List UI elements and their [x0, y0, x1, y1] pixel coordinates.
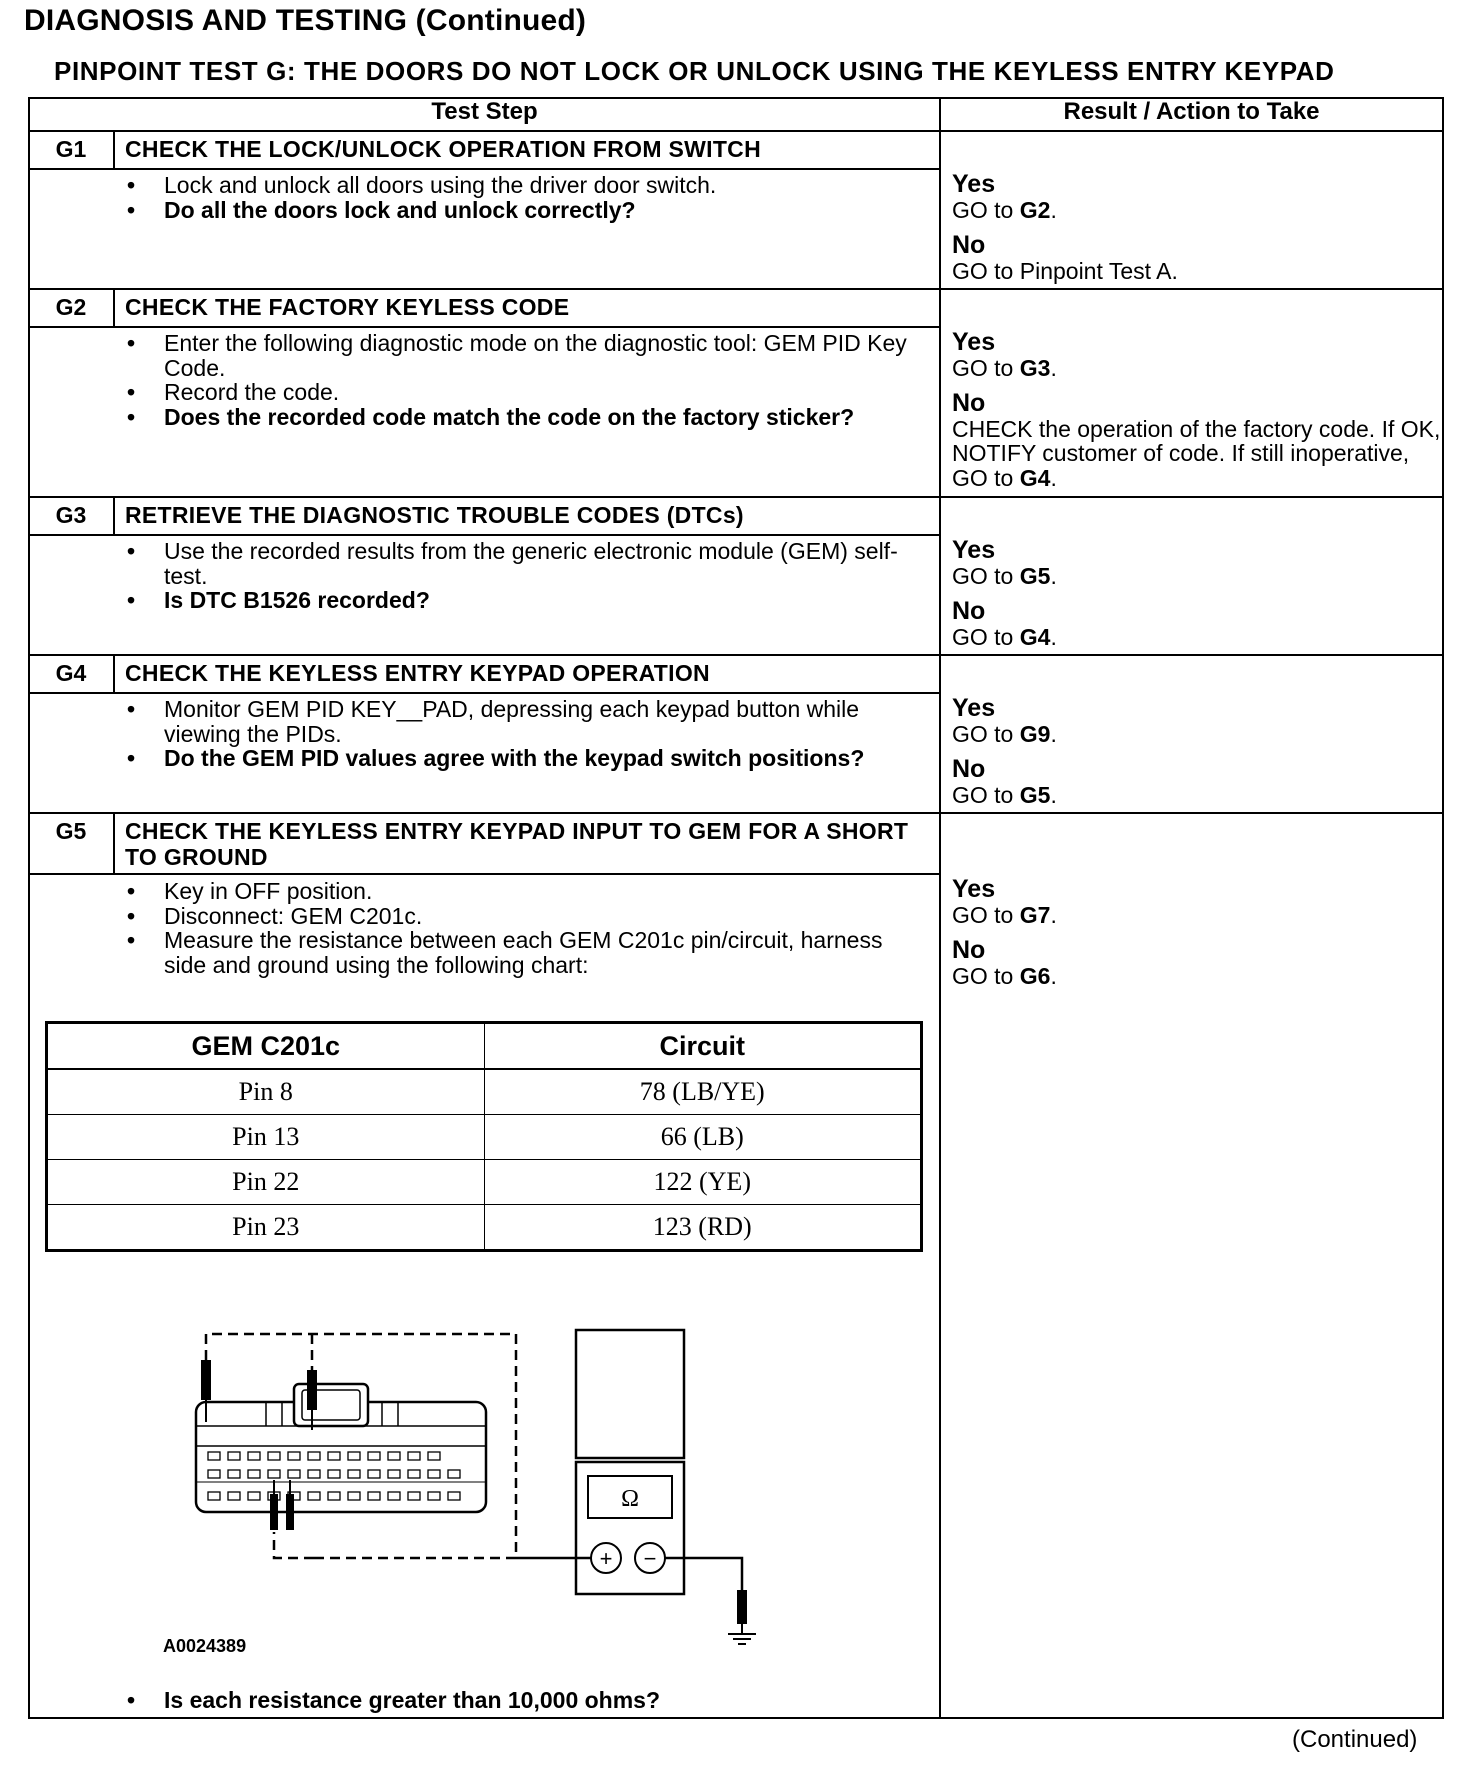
step-title-rule	[28, 692, 939, 694]
step-g5-instructions	[120, 879, 910, 977]
step-title-rule	[28, 326, 939, 328]
step-title-rule	[28, 873, 939, 875]
ground-icon	[728, 1624, 756, 1644]
result-yes-label: Yes	[952, 875, 996, 903]
result-yes-action: GO to G5.	[952, 563, 1057, 589]
result-yes-action: GO to G9.	[952, 721, 1057, 747]
table-header-cell: Circuit	[484, 1023, 922, 1070]
table-cell: Pin 23	[47, 1205, 485, 1251]
result-no-action: GO to Pinpoint Test A.	[952, 257, 1178, 284]
table-cell: 66 (LB)	[484, 1115, 922, 1160]
result-no-action: CHECK the operation of the factory code. If OK, NOTIFY customer of code. If still inoperative, GO to G4.	[952, 415, 1441, 491]
column-header-result: Result / Action to Take	[1063, 98, 1320, 125]
probe-dashed-path	[274, 1532, 314, 1558]
list-item: • Key in OFF position.	[120, 879, 910, 904]
result-yes-label: Yes	[952, 694, 996, 722]
step-g2-result	[952, 329, 1442, 490]
result-no-label: No	[952, 230, 986, 259]
table-cell: 122 (YE)	[484, 1160, 922, 1205]
gem-c201c-connector	[196, 1384, 486, 1512]
step-id-g2: G2	[55, 294, 87, 320]
result-no-label: No	[952, 596, 986, 625]
result-no-action: GO to G4.	[952, 623, 1057, 650]
table-header-cell: GEM C201c	[47, 1023, 485, 1070]
step-separator	[28, 496, 1444, 498]
header-rule	[28, 130, 1444, 132]
step-title-rule	[28, 534, 939, 536]
step-id-g1: G1	[55, 136, 87, 162]
step-g1-result	[952, 171, 1442, 283]
table-header-row	[47, 1023, 922, 1070]
step-title-g4: CHECK THE KEYLESS ENTRY KEYPAD OPERATION	[125, 660, 710, 686]
step-g4-instructions	[120, 697, 910, 771]
list-item: • Use the recorded results from the generic electronic module (GEM) self-test.	[120, 539, 910, 588]
list-item: • Record the code.	[120, 380, 910, 405]
table-cell: Pin 13	[47, 1115, 485, 1160]
step-title-g3: RETRIEVE THE DIAGNOSTIC TROUBLE CODES (DTCs)	[125, 502, 744, 528]
plus-icon: +	[599, 1546, 613, 1571]
step-g1-instructions	[120, 173, 910, 222]
list-item: • Does the recorded code match the code on the factory sticker?	[120, 405, 910, 430]
step-id-divider	[113, 497, 115, 535]
list-item: • Do all the doors lock and unlock correctly?	[120, 198, 910, 223]
step-g5-result	[952, 876, 1442, 988]
step-separator	[28, 812, 1444, 814]
step-g3-result	[952, 537, 1442, 649]
continued-label: (Continued)	[1292, 1726, 1418, 1753]
result-no-label: No	[952, 935, 986, 964]
result-yes-label: Yes	[952, 328, 996, 356]
table-row	[47, 1115, 922, 1160]
page-title: DIAGNOSIS AND TESTING (Continued)	[24, 4, 587, 37]
step-g5-question	[120, 1688, 910, 1713]
step-title-g5: CHECK THE KEYLESS ENTRY KEYPAD INPUT TO GEM FOR A SHORT TO GROUND	[125, 818, 909, 870]
step-separator	[28, 288, 1444, 290]
result-no-action: GO to G6.	[952, 962, 1057, 989]
table-cell: 123 (RD)	[484, 1205, 922, 1251]
step-id-g3: G3	[55, 502, 87, 528]
list-item: • Enter the following diagnostic mode on the diagnostic tool: GEM PID Key Code.	[120, 331, 910, 380]
list-item: • Lock and unlock all doors using the driver door switch.	[120, 173, 910, 198]
result-yes-label: Yes	[952, 536, 996, 564]
step-id-g5: G5	[55, 818, 87, 844]
step-id-divider	[113, 289, 115, 327]
step-id-g4: G4	[55, 660, 87, 686]
table-cell: Pin 8	[47, 1069, 485, 1115]
step-separator	[28, 654, 1444, 656]
table-cell: Pin 22	[47, 1160, 485, 1205]
minus-icon: −	[643, 1546, 657, 1571]
pin-circuit-table	[45, 1021, 923, 1252]
connector-measurement-diagram	[150, 1310, 780, 1650]
step-g2-instructions	[120, 331, 910, 429]
result-yes-action: GO to G3.	[952, 355, 1057, 381]
result-no-action: GO to G5.	[952, 781, 1057, 808]
step-g3-instructions	[120, 539, 910, 613]
list-item: • Disconnect: GEM C201c.	[120, 904, 910, 929]
step-id-divider	[113, 813, 115, 874]
result-yes-label: Yes	[952, 170, 996, 198]
step-title-g2: CHECK THE FACTORY KEYLESS CODE	[125, 294, 570, 320]
step-id-divider	[113, 131, 115, 169]
step-title-g1: CHECK THE LOCK/UNLOCK OPERATION FROM SWITCH	[125, 136, 761, 162]
result-no-label: No	[952, 754, 986, 783]
ohm-icon: Ω	[621, 1486, 639, 1512]
ohmmeter	[576, 1330, 684, 1458]
list-item: • Measure the resistance between each GEM C201c pin/circuit, harness side and ground using the following chart:	[120, 928, 910, 977]
table-row	[47, 1160, 922, 1205]
list-item: • Do the GEM PID values agree with the keypad switch positions?	[120, 746, 910, 771]
step-g4-result	[952, 695, 1442, 807]
pinpoint-test-title: PINPOINT TEST G: THE DOORS DO NOT LOCK OR UNLOCK USING THE KEYLESS ENTRY KEYPAD	[54, 56, 1335, 86]
table-row	[47, 1205, 922, 1251]
column-header-test-step: Test Step	[431, 98, 538, 125]
column-divider	[939, 97, 941, 1719]
result-yes-action: GO to G7.	[952, 902, 1057, 928]
list-item: • Monitor GEM PID KEY__PAD, depressing each keypad button while viewing the PIDs.	[120, 697, 910, 746]
step-id-divider	[113, 655, 115, 693]
table-row	[47, 1069, 922, 1115]
list-item: • Is each resistance greater than 10,000 ohms?	[120, 1688, 910, 1713]
step-title-rule	[28, 168, 939, 170]
figure-reference-label: A0024389	[163, 1636, 247, 1656]
table-cell: 78 (LB/YE)	[484, 1069, 922, 1115]
result-yes-action: GO to G2.	[952, 197, 1057, 223]
ground-probe	[737, 1590, 747, 1624]
result-no-label: No	[952, 388, 986, 417]
list-item: • Is DTC B1526 recorded?	[120, 588, 910, 613]
